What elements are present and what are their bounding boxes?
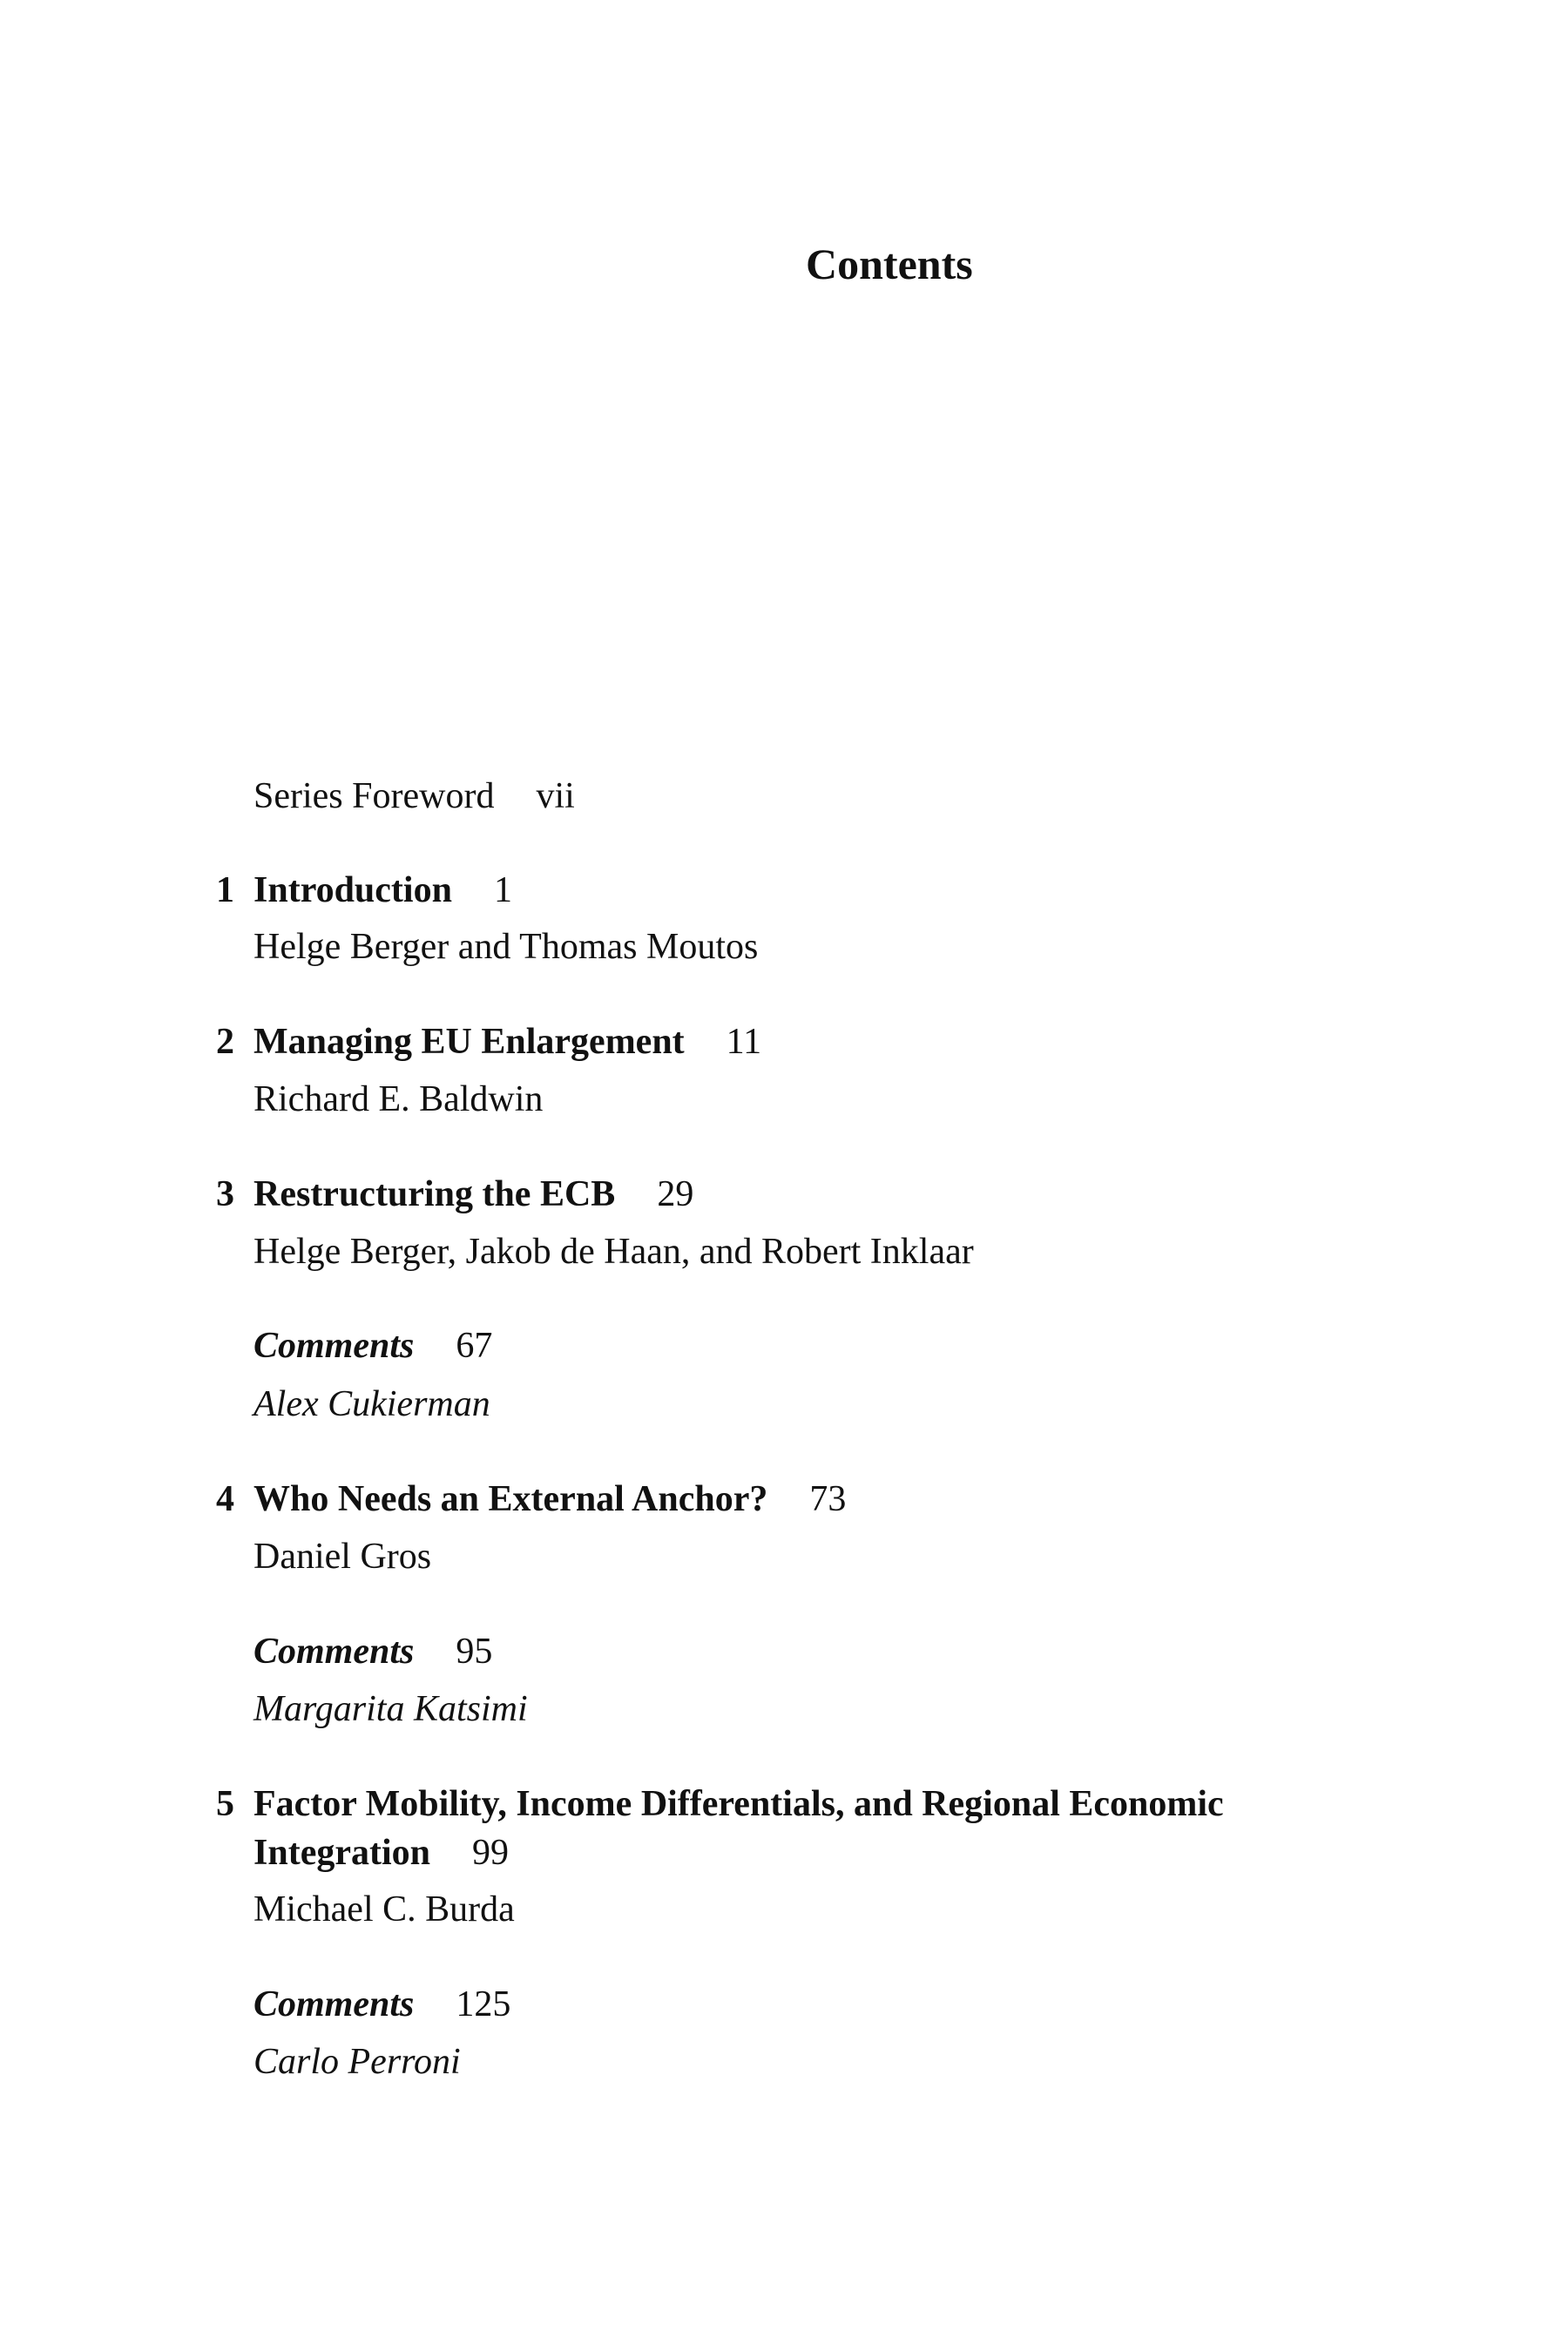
toc-page-number: vii: [536, 776, 575, 816]
page-title: Contents: [806, 240, 973, 288]
chapter-number: 1: [216, 870, 234, 910]
comments-author: Carlo Perroni: [253, 2042, 461, 2082]
toc-page-number: 125: [456, 1984, 511, 2024]
chapter-authors: Daniel Gros: [253, 1537, 432, 1577]
chapter-number: 5: [216, 1784, 234, 1824]
toc-page-number: 99: [472, 1833, 509, 1873]
toc-entry-title: Series Foreword: [253, 776, 495, 816]
chapter-title-line-1: Factor Mobility, Income Differentials, and Regional Economic: [253, 1784, 1224, 1824]
comments-label: Comments: [253, 1632, 415, 1672]
toc-page-number: 1: [493, 870, 512, 910]
chapter-title: Managing EU Enlargement: [253, 1022, 685, 1062]
chapter-title: Introduction: [253, 870, 452, 910]
toc-entry-chapter-2: [253, 1024, 761, 1060]
toc-entry-chapter-5: [253, 1835, 509, 1871]
chapter-authors: Michael C. Burda: [253, 1889, 515, 1930]
toc-entry-chapter-3: [253, 1176, 693, 1213]
chapter-title: Who Needs an External Anchor?: [253, 1479, 768, 1519]
toc-entry-chapter-1: [253, 872, 512, 909]
toc-entry-series-foreword: [253, 778, 575, 814]
toc-page-number: 73: [809, 1479, 847, 1519]
toc-page-number: 67: [456, 1326, 493, 1366]
toc-page-number: 11: [726, 1022, 762, 1062]
comments-author: Alex Cukierman: [253, 1384, 490, 1424]
chapter-number: 3: [216, 1174, 234, 1214]
chapter-authors: Richard E. Baldwin: [253, 1079, 544, 1119]
toc-page-number: 29: [657, 1174, 694, 1214]
chapter-title: Restructuring the ECB: [253, 1174, 616, 1214]
comments-author: Margarita Katsimi: [253, 1689, 528, 1729]
toc-entry-comments: [253, 1986, 510, 2023]
toc-entry-chapter-4: [253, 1481, 846, 1517]
chapter-authors: Helge Berger and Thomas Moutos: [253, 927, 759, 967]
toc-entry-comments: [253, 1633, 492, 1670]
comments-label: Comments: [253, 1326, 415, 1366]
toc-entry-comments: [253, 1328, 492, 1364]
chapter-number: 2: [216, 1022, 234, 1062]
chapter-number: 4: [216, 1479, 234, 1519]
chapter-title-line-2: Integration: [253, 1833, 430, 1873]
chapter-authors: Helge Berger, Jakob de Haan, and Robert Inklaar: [253, 1232, 974, 1272]
toc-page-number: 95: [456, 1632, 493, 1672]
comments-label: Comments: [253, 1984, 415, 2024]
